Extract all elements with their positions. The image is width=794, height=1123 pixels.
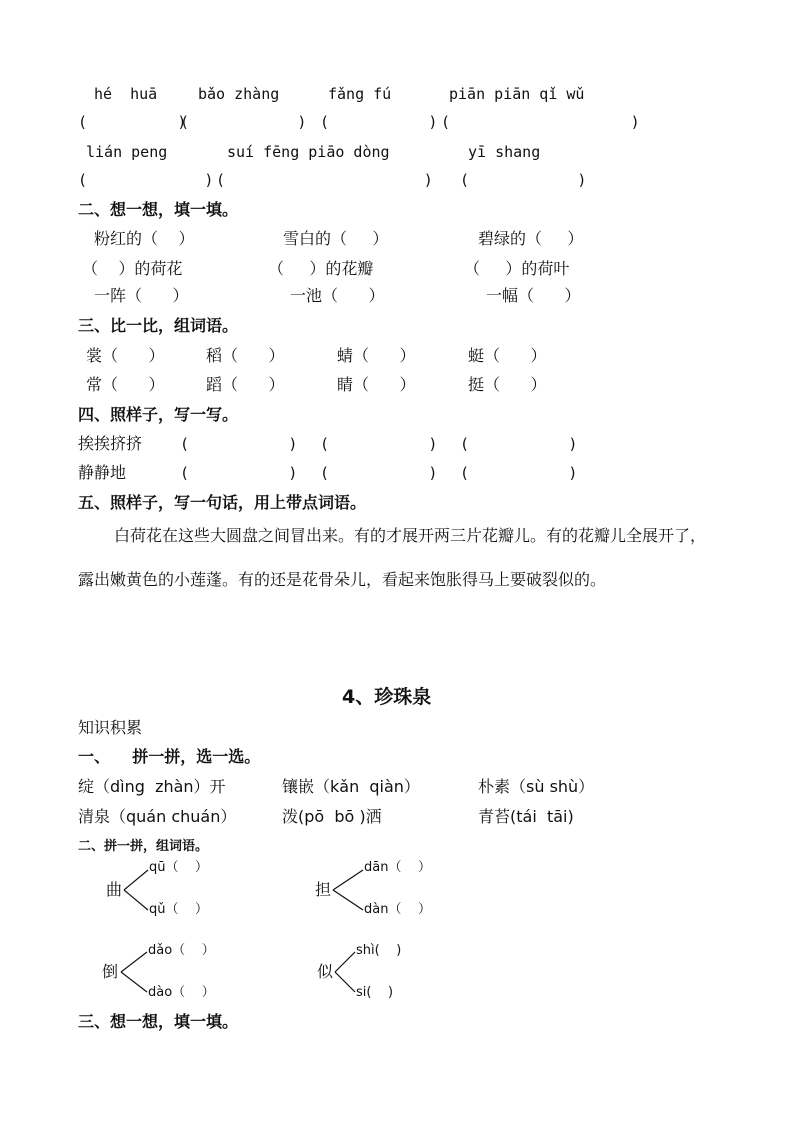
answer-blank[interactable]: ( ) [320, 464, 438, 482]
pinyin-item: fǎng fú [328, 85, 392, 103]
section-heading: 五、照样子，写一句话，用上带点词语。 [78, 493, 367, 512]
branch-top[interactable]: dān（ ） [364, 860, 431, 875]
section-heading: 二、拼一拼，组词语。 [78, 839, 209, 854]
answer-blank[interactable]: ( ) [320, 435, 438, 453]
word-item[interactable]: 蜓（ ） [468, 346, 547, 365]
subsection-title: 知识积累 [78, 718, 143, 737]
word-item[interactable]: 蜻（ ） [337, 346, 416, 365]
lesson-title: 4、珍珠泉 [342, 686, 432, 708]
branch-bottom[interactable]: qǔ（ ） [149, 902, 209, 917]
answer-blank[interactable]: ( ) [460, 435, 578, 453]
branch-char: 担 [315, 880, 332, 899]
fill-item[interactable]: 碧绿的（ ） [478, 229, 584, 248]
branch-lines [121, 950, 147, 994]
fill-item[interactable]: 一幅（ ） [486, 286, 581, 305]
branch-top[interactable]: dǎo（ ） [148, 943, 215, 958]
branch-top[interactable]: qū（ ） [149, 860, 209, 875]
example-word: 挨挨挤挤 [78, 434, 143, 453]
word-item[interactable]: 裳（ ） [86, 346, 165, 365]
branch-lines [333, 868, 363, 912]
answer-blank[interactable]: ( ) [460, 171, 587, 189]
fill-item[interactable]: （ ）的花瓣 [268, 259, 374, 278]
answer-blank[interactable]: ( ) [180, 464, 298, 482]
branch-bottom[interactable]: dàn（ ） [364, 902, 431, 917]
pinyin-item: bǎo zhàng [198, 85, 280, 103]
branch-char: 曲 [106, 880, 123, 899]
section-heading: 四、照样子，写一写。 [78, 405, 239, 424]
word-item[interactable]: 稻（ ） [206, 346, 285, 365]
fill-item[interactable]: 一阵（ ） [94, 286, 189, 305]
fill-item[interactable]: （ ）的荷叶 [464, 259, 570, 278]
branch-top[interactable]: shì( ) [356, 943, 402, 958]
answer-blank[interactable]: ( ) [78, 171, 214, 189]
answer-blank[interactable]: ( ) [180, 113, 307, 131]
branch-lines [124, 868, 148, 912]
fill-item[interactable]: （ ）的荷花 [82, 259, 183, 278]
word-item[interactable]: 蹈（ ） [206, 375, 285, 394]
choice-item[interactable]: 清泉（quán chuán） [78, 807, 237, 826]
section-heading: 二、想一想，填一填。 [78, 200, 239, 219]
example-word: 静静地 [78, 463, 127, 482]
pinyin-item: suí fēng piāo dòng [227, 143, 390, 161]
answer-blank[interactable]: ( ) [78, 113, 187, 131]
pinyin-item: yī shang [468, 143, 541, 161]
choice-item[interactable]: 镶嵌（kǎn qiàn） [282, 777, 420, 796]
word-item[interactable]: 挺（ ） [468, 375, 547, 394]
answer-blank[interactable]: ( ) [441, 113, 640, 131]
fill-item[interactable]: 粉红的（ ） [94, 229, 195, 248]
choice-item[interactable]: 绽（dìng zhàn）开 [78, 777, 226, 796]
word-item[interactable]: 睛（ ） [337, 375, 416, 394]
fill-item[interactable]: 雪白的（ ） [283, 229, 389, 248]
answer-blank[interactable]: ( ) [216, 171, 433, 189]
answer-blank[interactable]: ( ) [460, 464, 578, 482]
branch-lines [335, 950, 355, 994]
choice-item[interactable]: 朴素（sù shù） [478, 777, 595, 796]
fill-item[interactable]: 一池（ ） [290, 286, 385, 305]
pinyin-item: hé huā [94, 85, 158, 103]
branch-char: 似 [317, 962, 334, 981]
answer-blank[interactable]: ( ) [180, 435, 298, 453]
branch-char: 倒 [102, 962, 119, 981]
branch-bottom[interactable]: si( ) [356, 985, 394, 1000]
pinyin-item: piān piān qǐ wǔ [449, 85, 585, 103]
choice-item[interactable]: 泼(pō bō )洒 [282, 807, 382, 826]
choice-item[interactable]: 青苔(tái tāi) [478, 807, 574, 826]
section-heading: 三、想一想，填一填。 [78, 1012, 239, 1031]
answer-blank[interactable]: ( ) [320, 113, 438, 131]
section-heading: 一、 拼一拼，选一选。 [78, 747, 261, 766]
section-heading: 三、比一比，组词语。 [78, 316, 239, 335]
example-paragraph: 白荷花在这些大圆盘之间冒出来。有的才展开两三片花瓣儿。有的花瓣儿全展开了，露出嫩黄色的小莲蓬。有的还是花骨朵儿，看起来饱胀得马上要破裂似的。 [78, 526, 707, 589]
word-item[interactable]: 常（ ） [86, 375, 165, 394]
branch-bottom[interactable]: dào（ ） [148, 985, 215, 1000]
pinyin-item: lián peng [86, 143, 168, 161]
